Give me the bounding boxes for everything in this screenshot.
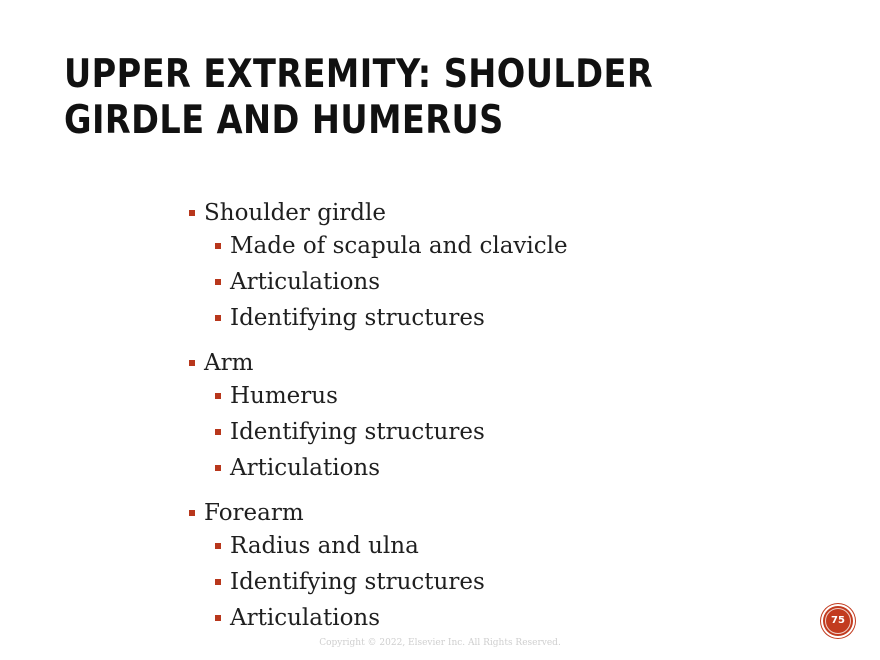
- sub-bullet-item: [204, 267, 788, 297]
- square-bullet-icon: [189, 510, 195, 516]
- square-bullet-icon: [215, 315, 221, 321]
- sub-bullet-text: Identifying structures: [230, 305, 485, 331]
- sub-bullet-item: [204, 303, 788, 333]
- sub-bullet-item: [204, 381, 788, 411]
- square-bullet-icon: [215, 279, 221, 285]
- sub-bullet-list: [204, 231, 788, 333]
- square-bullet-icon: [215, 243, 221, 249]
- sub-bullet-text: Humerus: [230, 383, 338, 409]
- bullet-list: [188, 198, 788, 639]
- copyright-footer: Copyright © 2022, Elsevier Inc. All Rights Reserved.: [319, 638, 561, 648]
- bullet-text: Arm: [204, 350, 254, 376]
- sub-bullet-item: [204, 531, 788, 561]
- square-bullet-icon: [189, 360, 195, 366]
- sub-bullet-text: Articulations: [230, 605, 381, 631]
- sub-bullet-text: Articulations: [230, 455, 381, 481]
- bullet-text: Forearm: [204, 500, 304, 526]
- square-bullet-icon: [215, 543, 221, 549]
- sub-bullet-text: Made of scapula and clavicle: [230, 233, 568, 259]
- square-bullet-icon: [215, 579, 221, 585]
- page-number-badge: [821, 604, 855, 638]
- bullet-item-arm: [188, 348, 788, 483]
- bullet-item-shoulder-girdle: [188, 198, 788, 333]
- square-bullet-icon: [215, 429, 221, 435]
- sub-bullet-text: Identifying structures: [230, 569, 485, 595]
- page-number: 75: [831, 615, 845, 626]
- sub-bullet-item: [204, 453, 788, 483]
- sub-bullet-list: [204, 531, 788, 633]
- square-bullet-icon: [189, 210, 195, 216]
- sub-bullet-item: [204, 567, 788, 597]
- slide-title-line: GIRDLE AND HUMERUS: [64, 98, 504, 143]
- square-bullet-icon: [215, 465, 221, 471]
- sub-bullet-text: Radius and ulna: [230, 533, 419, 559]
- square-bullet-icon: [215, 615, 221, 621]
- sub-bullet-item: [204, 417, 788, 447]
- bullet-item-forearm: [188, 498, 788, 633]
- slide-title: [64, 52, 654, 144]
- sub-bullet-list: [204, 381, 788, 483]
- square-bullet-icon: [215, 393, 221, 399]
- bullet-text: Shoulder girdle: [204, 200, 386, 226]
- sub-bullet-item: [204, 231, 788, 261]
- sub-bullet-item: [204, 603, 788, 633]
- sub-bullet-text: Articulations: [230, 269, 381, 295]
- slide-title-line: UPPER EXTREMITY: SHOULDER: [64, 52, 654, 97]
- sub-bullet-text: Identifying structures: [230, 419, 485, 445]
